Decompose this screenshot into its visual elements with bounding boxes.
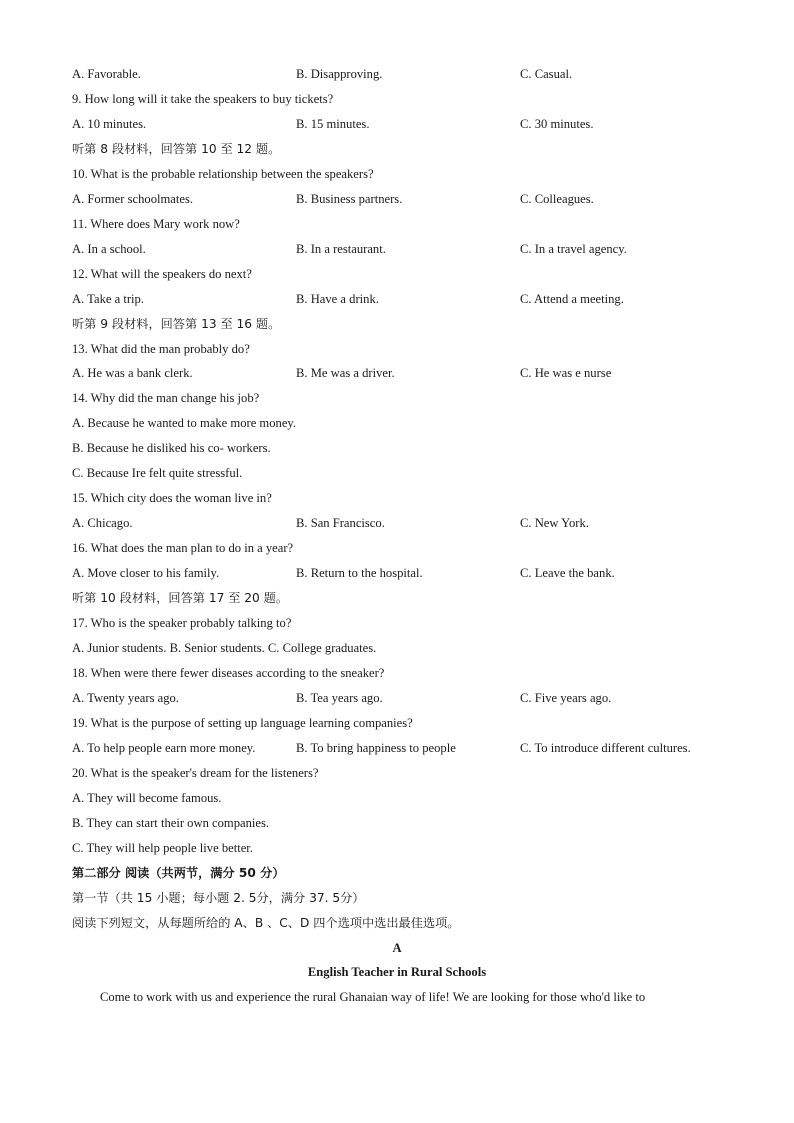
q14-option-b: B. Because he disliked his co- workers. (72, 441, 271, 455)
q19-option-b: B. To bring happiness to people (296, 741, 456, 755)
q19-option-c: C. To introduce different cultures. (520, 741, 691, 755)
section-8-heading: 听第 8 段材料，回答第 10 至 12 题。 (72, 142, 281, 156)
passage-title: English Teacher in Rural Schools (307, 965, 487, 979)
q11-option-c: C. In a travel agency. (520, 242, 627, 256)
q9-option-c: C. 30 minutes. (520, 117, 594, 131)
part-2-heading: 第二部分 阅读（共两节，满分 50 分） (72, 866, 285, 880)
q15-option-a: A. Chicago. (72, 516, 133, 530)
section-10-heading: 听第 10 段材料，回答第 17 至 20 题。 (72, 591, 289, 605)
q9-question: 9. How long will it take the speakers to buy tickets? (72, 92, 334, 106)
q10-option-b: B. Business partners. (296, 192, 403, 206)
q12-option-c: C. Attend a meeting. (520, 292, 624, 306)
q9-option-a: A. 10 minutes. (72, 117, 147, 131)
passage-letter: A (392, 941, 402, 955)
q18-question: 18. When were there fewer diseases according to the sneaker? (72, 666, 385, 680)
q10-option-a: A. Former schoolmates. (72, 192, 194, 206)
q16-option-a: A. Move closer to his family. (72, 566, 220, 580)
section-9-heading: 听第 9 段材料，回答第 13 至 16 题。 (72, 317, 281, 331)
q12-question: 12. What will the speakers do next? (72, 267, 252, 281)
q17-question: 17. Who is the speaker probably talking to? (72, 616, 292, 630)
q14-question: 14. Why did the man change his job? (72, 391, 260, 405)
q15-question: 15. Which city does the woman live in? (72, 491, 272, 505)
q16-option-c: C. Leave the bank. (520, 566, 615, 580)
q12-option-a: A. Take a trip. (72, 292, 144, 306)
q19-question: 19. What is the purpose of setting up language learning companies? (72, 716, 413, 730)
q20-question: 20. What is the speaker's dream for the listeners? (72, 766, 319, 780)
q11-option-a: A. In a school. (72, 242, 146, 256)
q13-option-c: C. He was e nurse (520, 366, 612, 380)
q18-option-c: C. Five years ago. (520, 691, 612, 705)
q13-question: 13. What did the man probably do? (72, 342, 250, 356)
q13-option-b: B. Me was a driver. (296, 366, 395, 380)
q20-option-b: B. They can start their own companies. (72, 816, 270, 830)
q12-option-b: B. Have a drink. (296, 292, 379, 306)
q18-option-a: A. Twenty years ago. (72, 691, 179, 705)
q14-option-a: A. Because he wanted to make more money. (72, 416, 297, 430)
q10-option-c: C. Colleagues. (520, 192, 594, 206)
q11-question: 11. Where does Mary work now? (72, 217, 240, 231)
q17-options: A. Junior students. B. Senior students. C. College graduates. (72, 641, 377, 655)
q15-option-b: B. San Francisco. (296, 516, 385, 530)
q18-option-b: B. Tea years ago. (296, 691, 383, 705)
q13-option-a: A. He was a bank clerk. (72, 366, 193, 380)
q16-option-b: B. Return to the hospital. (296, 566, 423, 580)
q20-option-a: A. They will become famous. (72, 791, 222, 805)
q14-option-c: C. Because Ire felt quite stressful. (72, 466, 243, 480)
q9-option-b: B. 15 minutes. (296, 117, 370, 131)
q16-question: 16. What does the man plan to do in a year? (72, 541, 294, 555)
q11-option-b: B. In a restaurant. (296, 242, 386, 256)
section-1-heading: 第一节（共 15 小题；每小题 2. 5分，满分 37. 5分） (72, 891, 365, 905)
q15-option-c: C. New York. (520, 516, 589, 530)
q8-option-c: C. Casual. (520, 67, 573, 81)
q8-option-a: A. Favorable. (72, 67, 141, 81)
q20-option-c: C. They will help people live better. (72, 841, 253, 855)
q10-question: 10. What is the probable relationship between the speakers? (72, 167, 374, 181)
passage-first-line: Come to work with us and experience the rural Ghanaian way of life! We are looking for those who'd like to (100, 990, 646, 1004)
q8-option-b: B. Disapproving. (296, 67, 383, 81)
reading-instruction: 阅读下列短文，从每题所给的 A、B 、C、D 四个选项中选出最佳选项。 (72, 916, 460, 930)
q19-option-a: A. To help people earn more money. (72, 741, 256, 755)
